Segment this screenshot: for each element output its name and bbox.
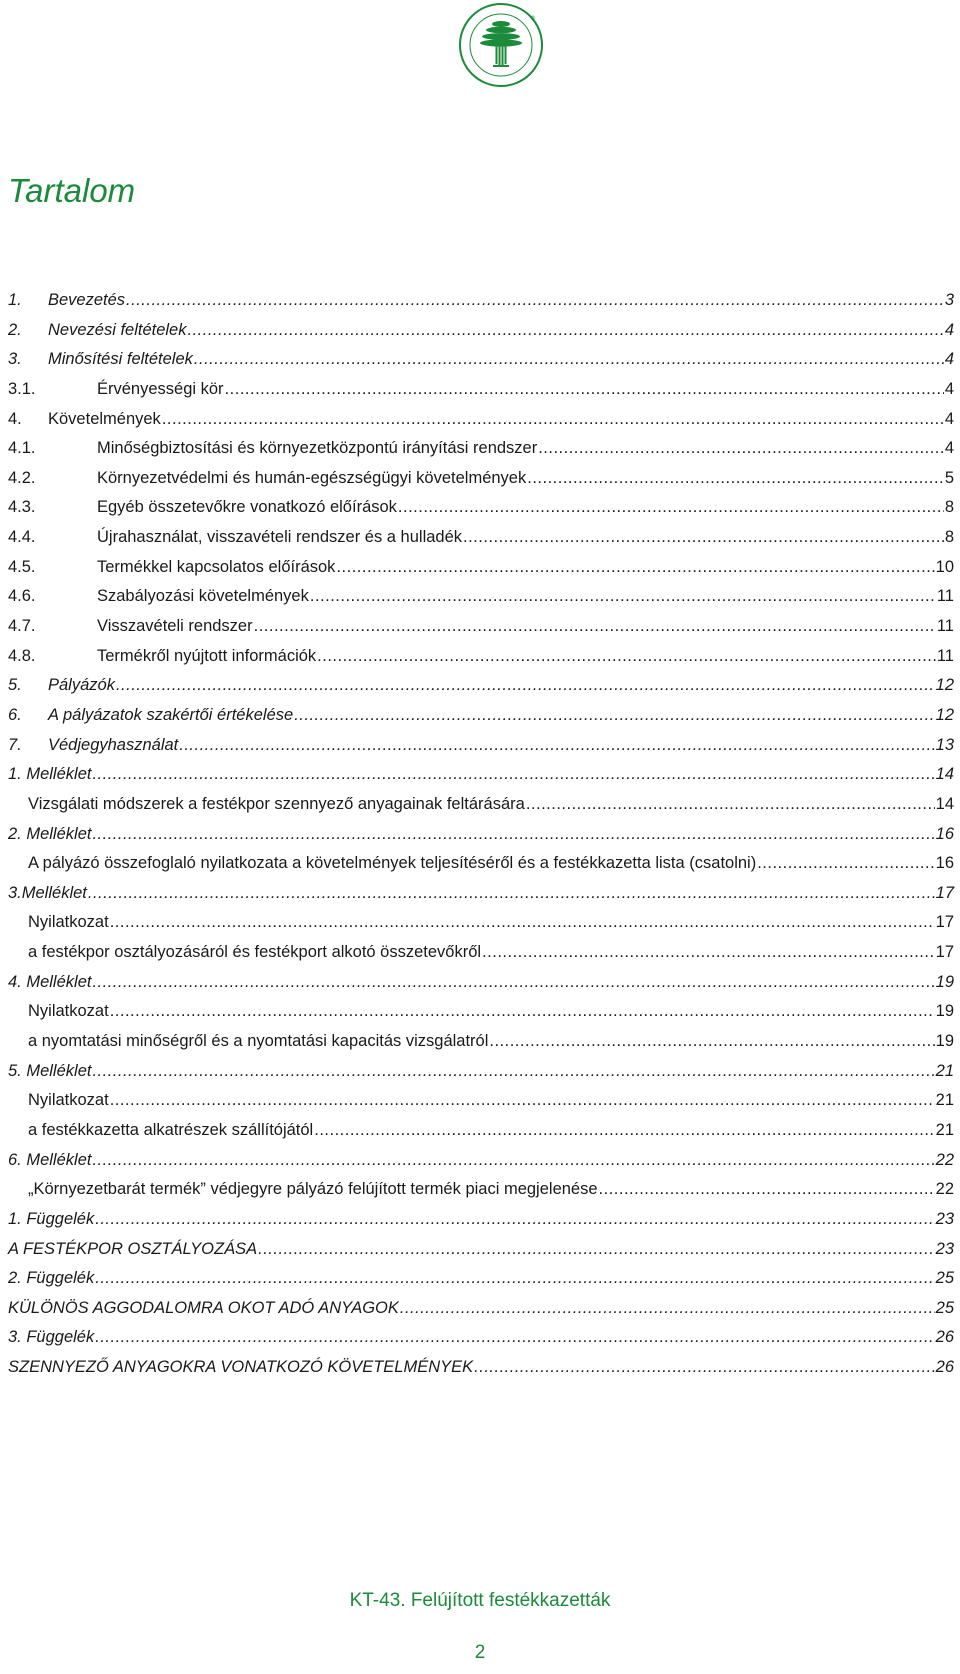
toc-entry[interactable] (8, 909, 954, 939)
toc-dot-leader (95, 1269, 934, 1288)
toc-entry[interactable] (8, 1117, 954, 1147)
toc-entry[interactable] (8, 346, 954, 376)
toc-entry-title: 1. Függelék (8, 1209, 95, 1228)
toc-entry-page: 26 (935, 1358, 954, 1377)
toc-entry-number: 4.6. (8, 587, 36, 606)
toc-entry-title: Visszavételi rendszer (97, 617, 253, 636)
toc-entry-title: Egyéb összetevőkre vonatkozó előírások (97, 498, 397, 517)
svg-text:®: ® (530, 15, 536, 22)
toc-dot-leader (294, 706, 934, 725)
toc-dot-leader (179, 736, 934, 755)
toc-entry-title: Nyilatkozat (28, 1091, 109, 1110)
toc-entry-number: 4.3. (8, 498, 36, 517)
toc-entry-page: 10 (935, 557, 954, 576)
toc-entry-page: 23 (935, 1209, 954, 1228)
toc-entry-page: 4 (944, 320, 954, 339)
toc-entry-page: 22 (935, 1150, 954, 1169)
toc-entry-page: 4 (944, 409, 954, 428)
toc-entry-title: 5. Melléklet (8, 1061, 92, 1080)
toc-entry[interactable] (8, 1354, 954, 1384)
toc-dot-leader (194, 350, 944, 369)
toc-entry-page: 12 (935, 676, 954, 695)
toc-entry[interactable] (8, 1058, 954, 1088)
toc-entry-page: 16 (935, 824, 954, 843)
table-of-contents (8, 287, 954, 1384)
toc-entry-number: 1. (8, 291, 22, 309)
toc-entry[interactable] (8, 494, 954, 524)
footer-page-number: 2 (474, 1642, 486, 1663)
toc-entry-number: 6. (8, 705, 22, 724)
toc-entry-number: 5. (8, 676, 22, 695)
toc-entry-page: 8 (944, 528, 954, 547)
toc-entry[interactable] (8, 1295, 954, 1325)
toc-dot-leader (225, 380, 944, 399)
toc-entry-page: 19 (935, 1002, 954, 1021)
toc-entry[interactable] (8, 1087, 954, 1117)
toc-entry-title: Nyilatkozat (28, 1002, 109, 1021)
page-title: Tartalom (8, 172, 136, 209)
toc-dot-leader (126, 291, 944, 310)
toc-entry[interactable] (8, 1265, 954, 1295)
toc-entry[interactable] (8, 317, 954, 347)
toc-entry-title: Termékről nyújtott információk (97, 646, 317, 665)
toc-entry-title: 3. Függelék (8, 1328, 95, 1347)
toc-entry-number: 4.2. (8, 468, 36, 487)
toc-entry[interactable] (8, 1028, 954, 1058)
toc-entry-title: A FESTÉKPOR OSZTÁLYOZÁSA (8, 1239, 258, 1258)
toc-entry-number: 3. (8, 350, 22, 369)
toc-dot-leader (463, 528, 944, 547)
toc-entry-title: 2. Melléklet (8, 824, 92, 843)
toc-entry-title: 3.Melléklet (8, 883, 87, 902)
toc-dot-leader (92, 1062, 934, 1081)
toc-dot-leader (162, 410, 944, 429)
toc-dot-leader (599, 1180, 935, 1199)
footer-doc-title: KT-43. Felújított festékkazetták (349, 1590, 611, 1611)
toc-entry-title: Védjegyhasználat (48, 735, 179, 754)
toc-entry[interactable] (8, 583, 954, 613)
toc-entry-number: 4.1. (8, 439, 36, 458)
toc-entry[interactable] (8, 1206, 954, 1236)
toc-entry-title: 6. Melléklet (8, 1150, 92, 1169)
toc-entry-page: 4 (944, 350, 954, 369)
toc-entry[interactable] (8, 524, 954, 554)
toc-entry-title: Érvényességi kör (97, 379, 224, 398)
toc-dot-leader (258, 1240, 935, 1259)
toc-entry-title: Nevezési feltételek (48, 320, 187, 339)
toc-entry[interactable] (8, 1176, 954, 1206)
toc-entry[interactable] (8, 613, 954, 643)
toc-dot-leader (110, 913, 935, 932)
toc-dot-leader (95, 1328, 934, 1347)
toc-entry-page: 23 (935, 1239, 954, 1258)
toc-entry-page: 5 (944, 468, 954, 487)
toc-entry-number: 4.5. (8, 557, 36, 576)
toc-entry[interactable] (8, 435, 954, 465)
toc-entry-page: 12 (935, 705, 954, 724)
toc-entry-title: SZENNYEZŐ ANYAGOKRA VONATKOZÓ KÖVETELMÉNYEK (8, 1358, 474, 1377)
toc-entry-title: Környezetvédelmi és humán-egészségügyi követelmények (97, 468, 527, 487)
toc-entry-page: 21 (935, 1061, 954, 1080)
toc-entry[interactable] (8, 761, 954, 791)
toc-entry[interactable] (8, 287, 954, 317)
toc-entry[interactable] (8, 672, 954, 702)
toc-dot-leader (757, 854, 934, 873)
toc-entry-page: 19 (935, 972, 954, 991)
toc-entry-title: Nyilatkozat (28, 913, 109, 932)
toc-entry-page: 25 (935, 1298, 954, 1317)
toc-entry-page: 3 (944, 291, 954, 309)
toc-entry[interactable] (8, 850, 954, 880)
toc-entry-title: Szabályozási követelmények (97, 587, 309, 606)
toc-entry-title: Minőségbiztosítási és környezetközpontú irányítási rendszer (97, 439, 538, 458)
toc-entry-title: a festékpor osztályozásáról és festékport alkotó összetevőkről (28, 943, 482, 962)
toc-dot-leader (110, 1091, 935, 1110)
toc-dot-leader (489, 1032, 934, 1051)
toc-entry-title: 4. Melléklet (8, 972, 92, 991)
toc-dot-leader (92, 825, 934, 844)
toc-entry-title: A pályázatok szakértői értékelése (48, 705, 294, 724)
toc-entry-page: 11 (936, 646, 954, 665)
toc-entry-number: 2. (8, 320, 22, 339)
toc-dot-leader (398, 498, 944, 517)
toc-dot-leader (482, 943, 935, 962)
toc-dot-leader (400, 1299, 935, 1318)
toc-entry-number: 4.7. (8, 617, 36, 636)
toc-dot-leader (526, 795, 935, 814)
toc-dot-leader (317, 647, 936, 666)
toc-dot-leader (336, 558, 934, 577)
toc-entry-number: 4. (8, 409, 22, 428)
toc-entry-title: Vizsgálati módszerek a festékpor szennyező anyagainak feltárására (28, 794, 525, 813)
toc-entry-page: 17 (935, 913, 954, 932)
toc-entry-title: „Környezetbarát termék” védjegyre pályázó felújított termék piaci megjelenése (28, 1180, 598, 1199)
toc-entry-title: a nyomtatási minőségről és a nyomtatási kapacitás vizsgálatról (28, 1032, 489, 1051)
toc-dot-leader (116, 676, 935, 695)
toc-entry-page: 14 (935, 794, 954, 813)
toc-entry-title: KÜLÖNÖS AGGODALOMRA OKOT ADÓ ANYAGOK (8, 1298, 399, 1317)
ecolabel-logo (458, 2, 544, 88)
toc-entry-page: 17 (935, 883, 954, 902)
toc-entry[interactable] (8, 1324, 954, 1354)
tree-ecolabel-icon (458, 2, 544, 88)
toc-dot-leader (92, 1151, 934, 1170)
toc-entry[interactable] (8, 643, 954, 673)
toc-entry-page: 11 (936, 617, 954, 636)
toc-dot-leader (92, 973, 934, 992)
toc-entry[interactable] (8, 1236, 954, 1266)
toc-dot-leader (95, 1210, 934, 1229)
toc-entry-title: Termékkel kapcsolatos előírások (97, 557, 336, 576)
toc-entry[interactable] (8, 376, 954, 406)
toc-entry-page: 13 (935, 735, 954, 754)
toc-entry[interactable] (8, 939, 954, 969)
toc-dot-leader (254, 617, 936, 636)
toc-entry-title: Pályázók (48, 676, 115, 695)
toc-entry[interactable] (8, 880, 954, 910)
toc-dot-leader (110, 1002, 935, 1021)
toc-entry-number: 3.1. (8, 379, 36, 398)
toc-entry[interactable] (8, 465, 954, 495)
toc-entry[interactable] (8, 969, 954, 999)
toc-entry-number: 4.8. (8, 646, 36, 665)
toc-entry-number: 7. (8, 735, 22, 754)
toc-dot-leader (538, 439, 944, 458)
toc-entry-page: 8 (944, 498, 954, 517)
toc-entry[interactable] (8, 732, 954, 762)
toc-entry-page: 22 (935, 1180, 954, 1199)
toc-entry[interactable] (8, 1147, 954, 1177)
toc-entry-page: 4 (944, 379, 954, 398)
toc-entry-page: 26 (935, 1328, 954, 1347)
toc-entry-page: 14 (935, 765, 954, 784)
toc-dot-leader (92, 765, 934, 784)
toc-entry[interactable] (8, 554, 954, 584)
toc-entry-page: 25 (935, 1269, 954, 1288)
toc-entry-title: 1. Melléklet (8, 765, 92, 784)
toc-entry-page: 19 (935, 1032, 954, 1051)
toc-entry-page: 17 (935, 943, 954, 962)
toc-entry-title: Követelmények (48, 409, 161, 428)
toc-entry[interactable] (8, 702, 954, 732)
toc-entry-number: 4.4. (8, 528, 36, 547)
toc-entry[interactable] (8, 791, 954, 821)
toc-entry-page: 21 (935, 1091, 954, 1110)
toc-entry[interactable] (8, 406, 954, 436)
toc-entry-title: Bevezetés (48, 291, 126, 309)
toc-dot-leader (474, 1358, 934, 1377)
toc-entry-page: 21 (935, 1120, 954, 1139)
toc-dot-leader (314, 1121, 934, 1140)
toc-dot-leader (188, 321, 944, 340)
toc-entry-page: 11 (936, 587, 954, 606)
toc-entry-title: a festékkazetta alkatrészek szállítójától (28, 1120, 314, 1139)
toc-entry-title: A pályázó összefoglaló nyilatkozata a követelmények teljesítéséről és a festékkazetta lista (csatolni) (28, 854, 757, 873)
toc-entry[interactable] (8, 998, 954, 1028)
toc-entry[interactable] (8, 821, 954, 851)
toc-entry-title: Minősítési feltételek (48, 350, 193, 369)
toc-dot-leader (88, 884, 935, 903)
toc-entry-title: Újrahasználat, visszavételi rendszer és a hulladék (97, 528, 463, 547)
toc-entry-title: 2. Függelék (8, 1269, 95, 1288)
toc-entry-page: 4 (944, 439, 954, 458)
toc-dot-leader (527, 469, 944, 488)
toc-entry-page: 16 (935, 854, 954, 873)
toc-dot-leader (310, 587, 936, 606)
